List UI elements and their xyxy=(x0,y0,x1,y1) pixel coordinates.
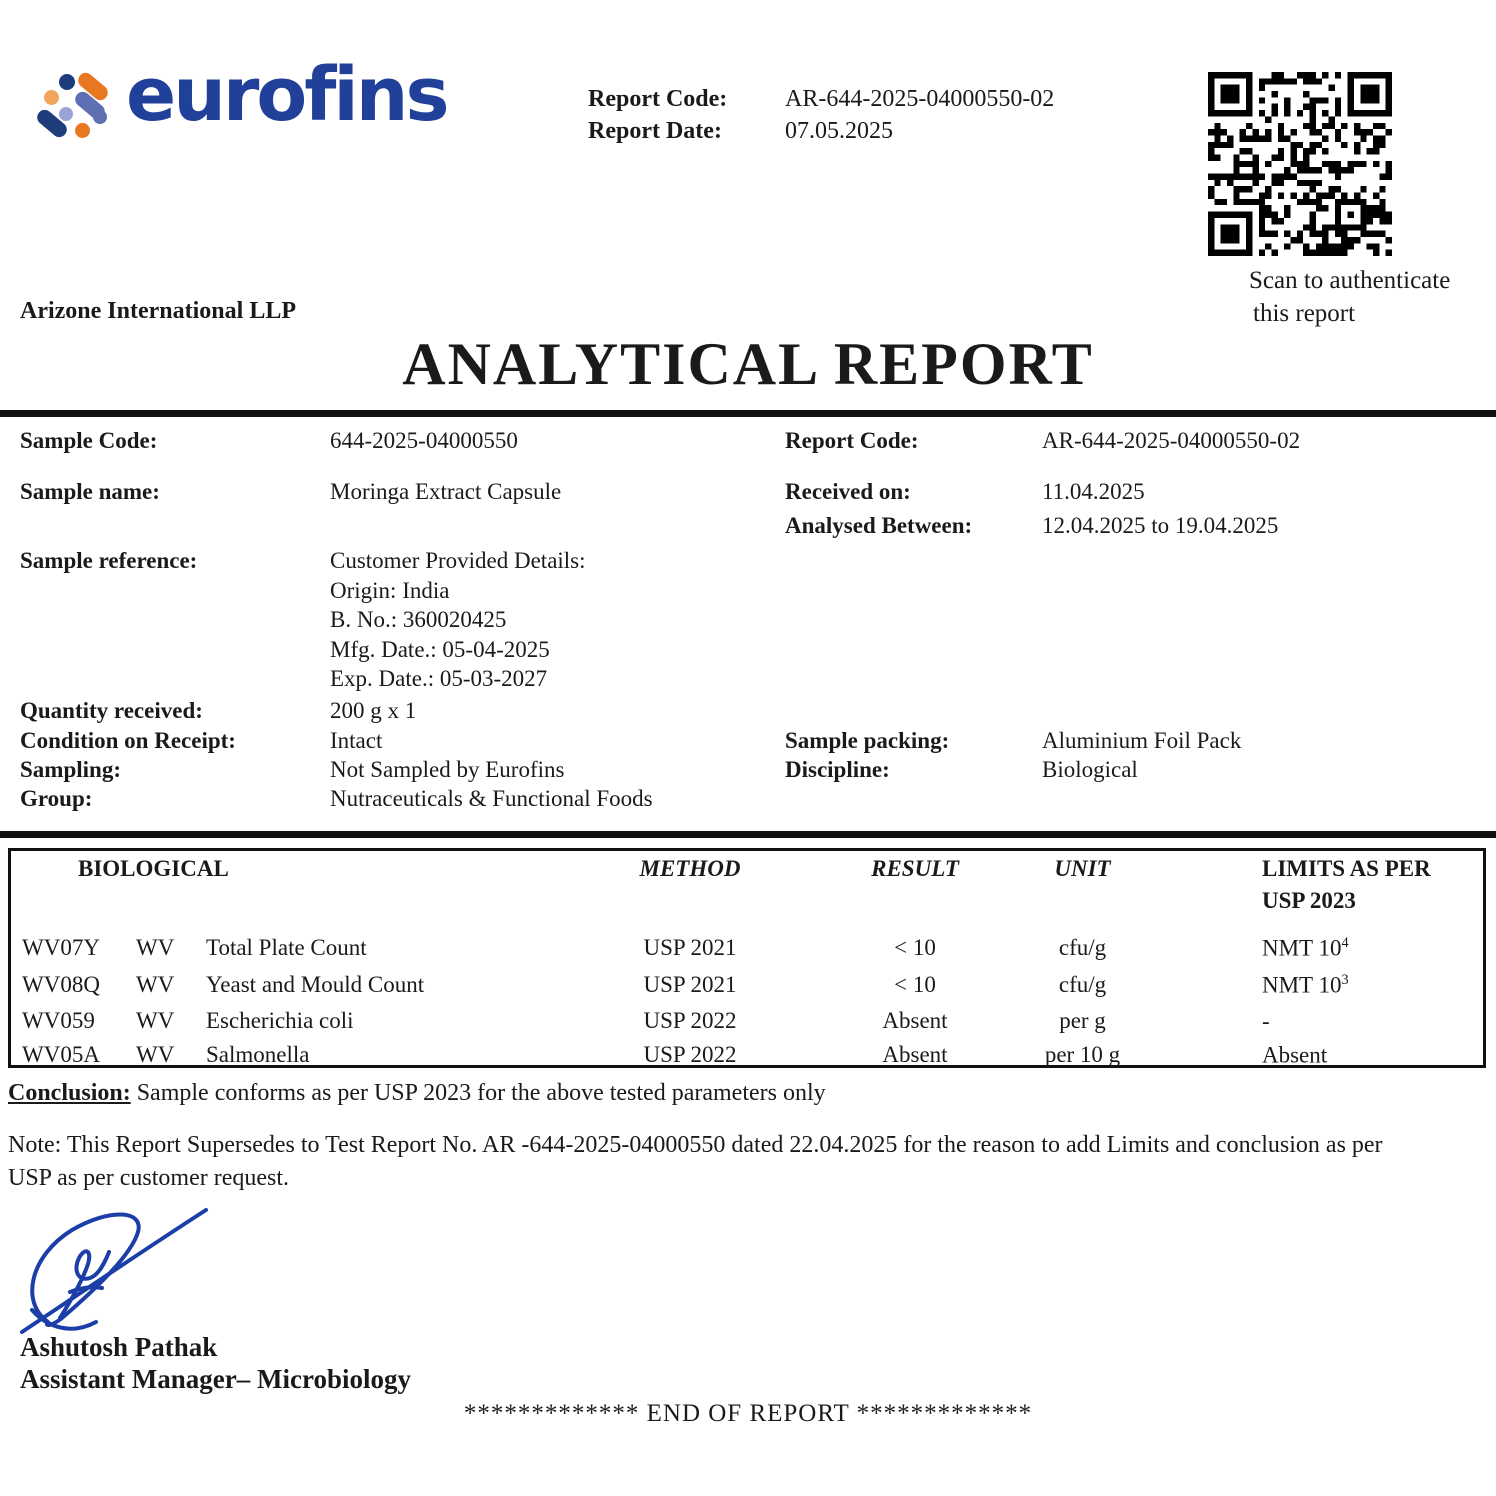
cell-result: < 10 xyxy=(894,935,936,960)
signature-image xyxy=(10,1198,280,1343)
col-header-method: METHOD xyxy=(639,856,741,881)
sample-reference-label: Sample reference: xyxy=(20,548,198,573)
cell-lab: WV xyxy=(136,972,175,997)
group-value: Nutraceuticals & Functional Foods xyxy=(330,786,653,811)
table-top-rule xyxy=(0,831,1496,838)
cell-result: Absent xyxy=(882,1008,948,1033)
report-code-value: AR-644-2025-04000550-02 xyxy=(785,86,1055,112)
condition-value: Intact xyxy=(330,728,383,753)
cell-method: USP 2022 xyxy=(643,1008,737,1033)
col-header-unit: UNIT xyxy=(1054,856,1111,881)
cell-limit xyxy=(1262,1042,1327,1069)
qr-caption-line2: this report xyxy=(1253,300,1356,327)
cell-result: < 10 xyxy=(894,972,936,997)
cell-parameter: Total Plate Count xyxy=(206,935,367,960)
logo-dot-icon xyxy=(59,107,73,121)
received-on-value: 11.04.2025 xyxy=(1042,479,1145,504)
sampling-label: Sampling: xyxy=(20,757,121,782)
cell-unit: per g xyxy=(1059,1008,1106,1033)
col-header-result: RESULT xyxy=(871,856,959,881)
sample-name-label: Sample name: xyxy=(20,479,160,504)
eurofins-wordmark: eurofins xyxy=(126,52,447,138)
conclusion-label: Conclusion: xyxy=(8,1080,131,1106)
logo-dot-icon xyxy=(75,123,90,138)
conclusion-line xyxy=(8,1078,826,1109)
cell-unit: cfu/g xyxy=(1058,935,1107,960)
sample-code-label: Sample Code: xyxy=(20,428,158,453)
sample-packing-value: Aluminium Foil Pack xyxy=(1042,728,1242,753)
sample-code-value: 644-2025-04000550 xyxy=(330,428,518,453)
eurofins-logo-icon xyxy=(36,68,118,142)
signatory-title: Assistant Manager– Microbiology xyxy=(20,1364,411,1394)
cell-code: WV08Q xyxy=(22,972,100,997)
conclusion-text: Sample conforms as per USP 2023 for the above tested parameters only xyxy=(136,1080,826,1106)
cell-result: Absent xyxy=(882,1042,948,1067)
cell-method: USP 2022 xyxy=(643,1042,737,1067)
sample-reference-line: B. No.: 360020425 xyxy=(330,607,507,632)
quantity-value: 200 g x 1 xyxy=(330,698,417,723)
discipline-label: Discipline: xyxy=(785,757,890,782)
received-on-label: Received on: xyxy=(785,479,911,504)
col-header-biological: BIOLOGICAL xyxy=(78,856,229,881)
sample-reference-line: Mfg. Date.: 05-04-2025 xyxy=(330,637,550,662)
qr-code xyxy=(1208,72,1392,256)
logo-dot-icon xyxy=(59,74,75,90)
cell-code: WV05A xyxy=(22,1042,100,1067)
discipline-value: Biological xyxy=(1042,757,1138,782)
cell-unit: per 10 g xyxy=(1044,1042,1121,1067)
report-code-label: Report Code: xyxy=(588,86,728,112)
limit-exponent: 3 xyxy=(1341,972,1349,988)
cell-lab: WV xyxy=(136,1042,175,1067)
cell-unit: cfu/g xyxy=(1058,972,1107,997)
note-line2: USP as per customer request. xyxy=(8,1165,290,1191)
cell-limit xyxy=(1262,935,1349,962)
cell-parameter: Salmonella xyxy=(206,1042,310,1067)
cell-limit xyxy=(1262,972,1349,999)
sample-reference-line: Customer Provided Details: xyxy=(330,548,586,573)
limit-base: - xyxy=(1262,1008,1270,1034)
report-code2-label: Report Code: xyxy=(785,428,919,453)
cell-method: USP 2021 xyxy=(643,935,737,960)
report-code2-value: AR-644-2025-04000550-02 xyxy=(1042,428,1301,453)
limit-base: NMT 10 xyxy=(1262,972,1342,998)
page-title: ANALYTICAL REPORT xyxy=(402,331,1094,397)
end-of-report: ************* END OF REPORT ************* xyxy=(463,1400,1033,1427)
sample-reference-line: Origin: India xyxy=(330,578,450,603)
report-date-value: 07.05.2025 xyxy=(785,118,893,144)
qr-caption-line1: Scan to authenticate xyxy=(1249,267,1451,294)
cell-method: USP 2021 xyxy=(643,972,737,997)
logo-dot-icon xyxy=(93,110,107,124)
sample-packing-label: Sample packing: xyxy=(785,728,950,753)
company-name: Arizone International LLP xyxy=(20,298,296,324)
limit-exponent: 4 xyxy=(1341,935,1349,951)
analysed-between-label: Analysed Between: xyxy=(785,513,973,538)
cell-parameter: Escherichia coli xyxy=(206,1008,354,1033)
cell-code: WV059 xyxy=(22,1008,95,1033)
cell-lab: WV xyxy=(136,935,175,960)
analysed-between-value: 12.04.2025 to 19.04.2025 xyxy=(1042,513,1279,538)
limit-base: NMT 10 xyxy=(1262,935,1342,961)
title-rule xyxy=(0,410,1496,417)
cell-limit xyxy=(1262,1008,1270,1035)
cell-code: WV07Y xyxy=(22,935,100,960)
cell-lab: WV xyxy=(136,1008,175,1033)
sampling-value: Not Sampled by Eurofins xyxy=(330,757,565,782)
group-label: Group: xyxy=(20,786,93,811)
note-line1: Note: This Report Supersedes to Test Report No. AR -644-2025-04000550 dated 22.04.2025 for the reason to add Limits and conclusion as per xyxy=(8,1132,1383,1158)
limit-base: Absent xyxy=(1262,1042,1328,1068)
sample-name-value: Moringa Extract Capsule xyxy=(330,479,562,504)
col-header-limits-line2: USP 2023 xyxy=(1262,888,1356,913)
cell-parameter: Yeast and Mould Count xyxy=(206,972,425,997)
col-header-limits-line1: LIMITS AS PER xyxy=(1262,856,1431,881)
condition-label: Condition on Receipt: xyxy=(20,728,236,753)
report-date-label: Report Date: xyxy=(588,118,722,144)
sample-reference-line: Exp. Date.: 05-03-2027 xyxy=(330,666,548,691)
logo-dot-icon xyxy=(44,90,59,105)
signatory-name: Ashutosh Pathak xyxy=(20,1332,218,1362)
quantity-label: Quantity received: xyxy=(20,698,203,723)
